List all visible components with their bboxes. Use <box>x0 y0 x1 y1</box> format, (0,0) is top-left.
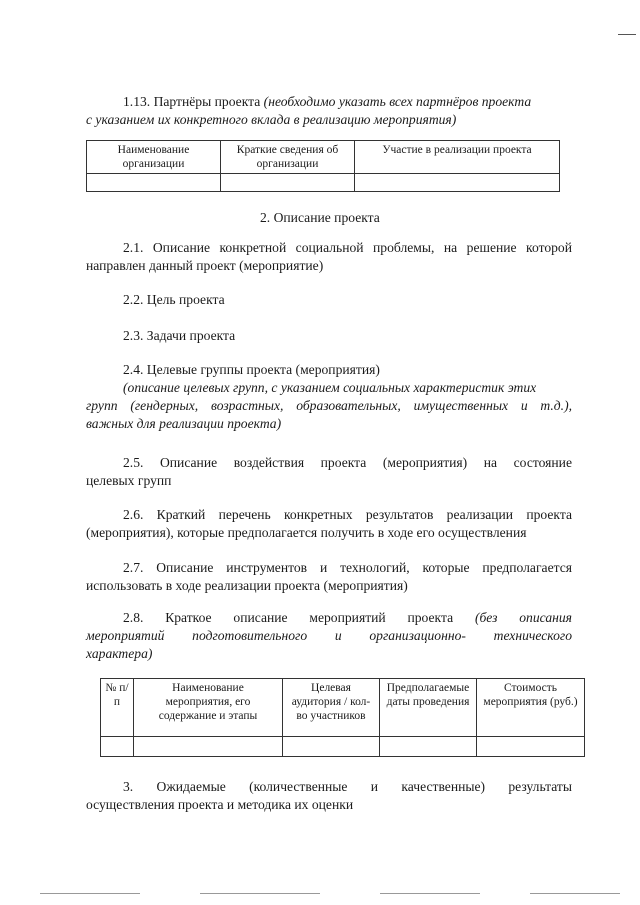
section-3-line1: 3. Ожидаемые (количественные и качественные) результаты <box>123 779 572 794</box>
section-1-13-note-line2: с указанием их конкретного вклада в реализацию мероприятия) <box>86 112 457 127</box>
table-header-cell: Краткие сведения об организации <box>221 141 355 174</box>
paragraph-2-8-number: 2.8. Краткое описание мероприятий проекта <box>123 610 454 625</box>
table-row <box>101 737 585 757</box>
section-2-title: 2. Описание проекта <box>260 210 380 225</box>
table-row <box>87 174 560 192</box>
paragraph-2-2: 2.2. Цель проекта <box>123 292 225 307</box>
table-header-cell: Целевая аудитория / кол-во участников <box>283 679 380 737</box>
paragraph-2-8-note-line2: мероприятий подготовительного и организационно- технического <box>86 628 572 643</box>
paragraph-2-7-line1: 2.7. Описание инструментов и технологий, которые предполагается <box>123 560 572 575</box>
paragraph-2-4-note-line1: (описание целевых групп, с указанием социальных характеристик этих <box>123 380 537 395</box>
table-cell <box>221 174 355 192</box>
table-cell <box>380 737 477 757</box>
paragraph-2-4-note-line2: групп (гендерных, возрастных, образовательных, имущественных и т.д.), <box>86 398 572 413</box>
activities-table <box>100 678 585 757</box>
scan-mark-bottom <box>530 893 620 894</box>
table-cell <box>477 737 585 757</box>
partners-table <box>86 140 560 192</box>
section-1-13-heading <box>123 93 531 111</box>
paragraph-2-5-line2: целевых групп <box>86 473 172 488</box>
table-cell <box>134 737 283 757</box>
paragraph-2-3: 2.3. Задачи проекта <box>123 328 236 343</box>
section-3-line2: осуществления проекта и методика их оценки <box>86 797 354 812</box>
paragraph-2-8-line1 <box>123 609 572 627</box>
paragraph-2-1-line2: направлен данный проект (мероприятие) <box>86 258 324 273</box>
table-header-row <box>87 141 560 174</box>
scan-mark-bottom <box>40 893 140 894</box>
table-header-cell: Стоимость мероприятия (руб.) <box>477 679 585 737</box>
paragraph-2-7-line2: использовать в ходе реализации проекта (мероприятия) <box>86 578 408 593</box>
table-cell <box>283 737 380 757</box>
paragraph-2-6-line2: (мероприятия), которые предполагается получить в ходе его осуществления <box>86 525 527 540</box>
table-header-cell: № п/п <box>101 679 134 737</box>
table-header-cell: Предполагаемые даты проведения <box>380 679 477 737</box>
table-cell <box>101 737 134 757</box>
table-cell <box>355 174 560 192</box>
table-header-cell: Наименование мероприятия, его содержание и этапы <box>134 679 283 737</box>
scan-mark-top-right <box>618 34 636 35</box>
scan-mark-bottom <box>200 893 320 894</box>
table-header-cell: Участие в реализации проекта <box>355 141 560 174</box>
paragraph-2-4-title: 2.4. Целевые группы проекта (мероприятия) <box>123 362 380 377</box>
paragraph-2-6-line1: 2.6. Краткий перечень конкретных результатов реализации проекта <box>123 507 572 522</box>
section-1-13-number: 1.13. Партнёры проекта <box>123 94 261 109</box>
scan-mark-bottom <box>380 893 480 894</box>
paragraph-2-5-line1: 2.5. Описание воздействия проекта (мероприятия) на состояние <box>123 455 572 470</box>
paragraph-2-1-line1: 2.1. Описание конкретной социальной проблемы, на решение которой <box>123 240 572 255</box>
table-header-row <box>101 679 585 737</box>
table-header-cell: Наименование организации <box>87 141 221 174</box>
paragraph-2-8-note-line3: характера) <box>86 646 153 661</box>
section-1-13-note: (необходимо указать всех партнёров проекта <box>263 94 532 109</box>
paragraph-2-4-note-line3: важных для реализации проекта) <box>86 416 282 431</box>
paragraph-2-8-note-start: (без описания <box>474 610 572 625</box>
table-cell <box>87 174 221 192</box>
